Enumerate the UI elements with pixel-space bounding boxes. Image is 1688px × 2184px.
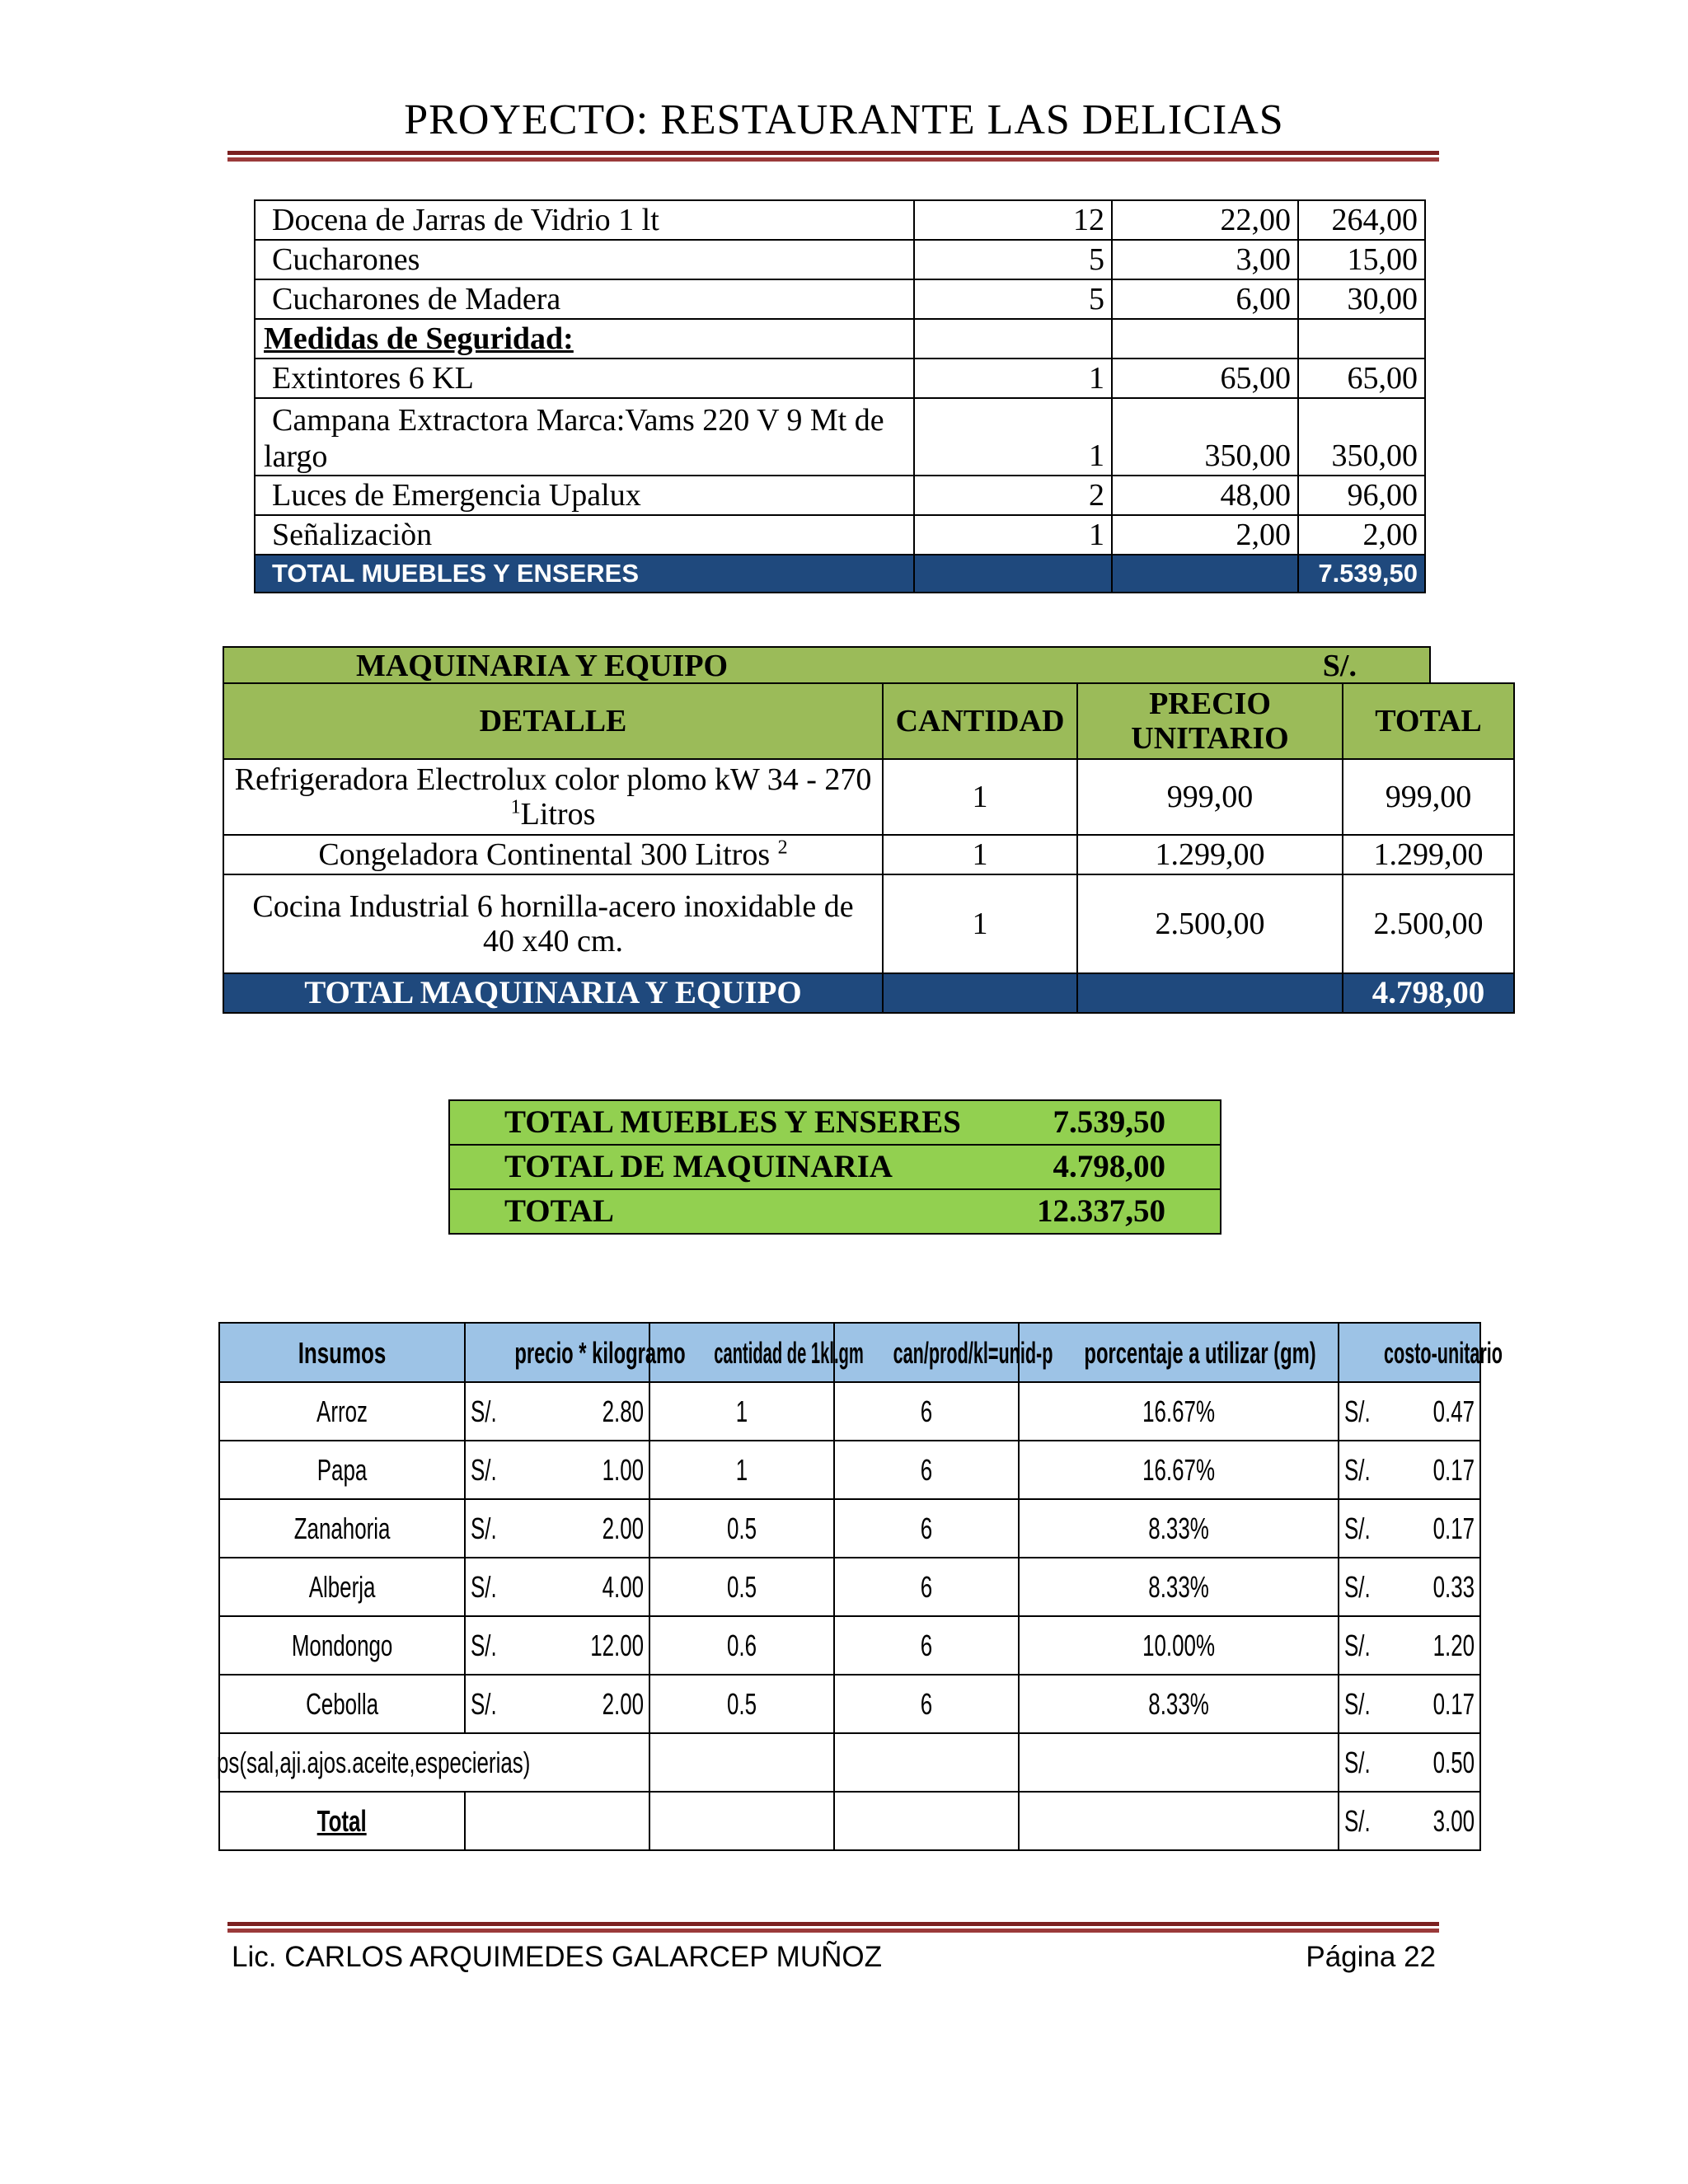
porcentaje-value: 10.00% bbox=[1142, 1629, 1215, 1662]
costo-value: 0.33 bbox=[1432, 1570, 1475, 1604]
footer-page-number: Página 22 bbox=[1306, 1941, 1436, 1973]
otros-costo: 0.50 bbox=[1432, 1746, 1475, 1779]
maquinaria-table bbox=[223, 682, 1515, 1014]
detalle-cell: Cucharones bbox=[255, 240, 914, 279]
header-cantidad: cantidad de 1kl.gm bbox=[714, 1335, 864, 1370]
cantidad-value: 0.6 bbox=[726, 1629, 757, 1662]
detalle-cell: Señalizaciòn bbox=[255, 515, 914, 555]
total-value: 4.798,00 bbox=[1343, 973, 1514, 1013]
cantidad-value: 0.5 bbox=[726, 1511, 757, 1545]
can-prod-value: 6 bbox=[920, 1394, 933, 1428]
detalle-cell: Extintores 6 KL bbox=[255, 359, 914, 398]
cantidad-cell: 1 bbox=[883, 874, 1077, 973]
total-cell: 65,00 bbox=[1298, 359, 1425, 398]
can-prod-value: 6 bbox=[920, 1511, 933, 1545]
table-row bbox=[255, 515, 1425, 555]
insumo-name: Mondongo bbox=[291, 1629, 393, 1662]
total-cell: 264,00 bbox=[1298, 200, 1425, 240]
header-can-prod: can/prod/kl=unid-p bbox=[893, 1335, 1053, 1370]
header-cantidad: CANTIDAD bbox=[883, 683, 1077, 759]
costo-value: 1.20 bbox=[1432, 1629, 1475, 1662]
porcentaje-value: 16.67% bbox=[1142, 1453, 1215, 1487]
precio-cell: 999,00 bbox=[1077, 759, 1343, 835]
currency-symbol: S/. bbox=[471, 1570, 497, 1604]
table-row bbox=[255, 279, 1425, 319]
table-row bbox=[255, 476, 1425, 515]
total-row bbox=[219, 1792, 1480, 1850]
precio-value: 1.00 bbox=[602, 1453, 644, 1487]
header-rule bbox=[227, 151, 1439, 162]
total-cell: 350,00 bbox=[1298, 398, 1425, 476]
porcentaje-value: 8.33% bbox=[1148, 1511, 1209, 1545]
total-value: 7.539,50 bbox=[1298, 555, 1425, 593]
cantidad-cell: 5 bbox=[914, 240, 1112, 279]
total-label: TOTAL MAQUINARIA Y EQUIPO bbox=[223, 973, 883, 1013]
header-precio: precio * kilogramo bbox=[514, 1335, 686, 1370]
insumo-name: Arroz bbox=[316, 1394, 368, 1428]
detalle-cell: Luces de Emergencia Upalux bbox=[255, 476, 914, 515]
cantidad-cell: 12 bbox=[914, 200, 1112, 240]
costo-value: 0.17 bbox=[1432, 1687, 1475, 1721]
header-row bbox=[219, 1323, 1480, 1382]
precio-cell: 2.500,00 bbox=[1077, 874, 1343, 973]
cantidad-cell: 1 bbox=[914, 359, 1112, 398]
porcentaje-value: 16.67% bbox=[1142, 1394, 1215, 1428]
precio-cell: 6,00 bbox=[1112, 279, 1298, 319]
currency-symbol: S/. bbox=[471, 1629, 497, 1662]
header-costo: costo-unitario bbox=[1384, 1335, 1503, 1370]
table-row bbox=[219, 1499, 1480, 1558]
insumo-name: Papa bbox=[316, 1453, 368, 1487]
currency-label: S/. bbox=[1322, 649, 1357, 683]
total-row bbox=[255, 555, 1425, 593]
resumen-value: 7.539,50 bbox=[977, 1100, 1221, 1145]
table-row bbox=[219, 1558, 1480, 1616]
cantidad-cell: 1 bbox=[914, 398, 1112, 476]
resumen-value: 12.337,50 bbox=[977, 1189, 1221, 1234]
currency-symbol: S/. bbox=[471, 1687, 497, 1721]
currency-symbol: S/. bbox=[1344, 1804, 1371, 1838]
header-porcentaje: porcentaje a utilizar (gm) bbox=[1084, 1335, 1316, 1370]
detalle-cell: Campana Extractora Marca:Vams 220 V 9 Mt de largo bbox=[255, 398, 914, 476]
cantidad-value: 1 bbox=[735, 1394, 748, 1428]
otros-label: ps(sal,aji.ajos.aceite,especierias) bbox=[217, 1746, 531, 1779]
muebles-table bbox=[254, 199, 1426, 593]
total-cell: 2,00 bbox=[1298, 515, 1425, 555]
table-row bbox=[223, 759, 1514, 835]
currency-symbol: S/. bbox=[1344, 1629, 1371, 1662]
section-row bbox=[255, 319, 1425, 359]
total-cell: 30,00 bbox=[1298, 279, 1425, 319]
porcentaje-value: 8.33% bbox=[1148, 1687, 1209, 1721]
cantidad-value: 0.5 bbox=[726, 1687, 757, 1721]
detalle-cell: Cucharones de Madera bbox=[255, 279, 914, 319]
header-row bbox=[223, 683, 1514, 759]
header-insumos: Insumos bbox=[298, 1335, 387, 1370]
cantidad-cell: 1 bbox=[914, 515, 1112, 555]
precio-cell: 2,00 bbox=[1112, 515, 1298, 555]
total-cell: 999,00 bbox=[1343, 759, 1514, 835]
cantidad-value: 1 bbox=[735, 1453, 748, 1487]
total-cell: 2.500,00 bbox=[1343, 874, 1514, 973]
precio-cell: 3,00 bbox=[1112, 240, 1298, 279]
resumen-label: TOTAL MUEBLES Y ENSERES bbox=[449, 1100, 977, 1145]
currency-symbol: S/. bbox=[1344, 1687, 1371, 1721]
precio-cell: 1.299,00 bbox=[1077, 835, 1343, 874]
can-prod-value: 6 bbox=[920, 1570, 933, 1604]
currency-symbol: S/. bbox=[471, 1511, 497, 1545]
table-row bbox=[449, 1189, 1221, 1234]
insumo-name: Cebolla bbox=[306, 1687, 378, 1721]
table-row bbox=[223, 835, 1514, 874]
resumen-table bbox=[448, 1099, 1221, 1235]
footer-rule bbox=[227, 1922, 1439, 1933]
table-row bbox=[223, 874, 1514, 973]
total-cell: 1.299,00 bbox=[1343, 835, 1514, 874]
header-total: TOTAL bbox=[1343, 683, 1514, 759]
cantidad-value: 0.5 bbox=[726, 1570, 757, 1604]
precio-value: 2.00 bbox=[602, 1511, 644, 1545]
detalle-cell: Cocina Industrial 6 hornilla-acero inoxidable de 40 x40 cm. bbox=[223, 874, 883, 973]
detalle-cell: Refrigeradora Electrolux color plomo kW 34 - 270 $^1$Litros bbox=[223, 759, 883, 835]
costo-value: 0.47 bbox=[1432, 1394, 1475, 1428]
total-cell: 96,00 bbox=[1298, 476, 1425, 515]
total-costo: 3.00 bbox=[1432, 1804, 1475, 1838]
insumo-name: Zanahoria bbox=[293, 1511, 391, 1545]
table-row bbox=[219, 1441, 1480, 1499]
currency-symbol: S/. bbox=[471, 1453, 497, 1487]
can-prod-value: 6 bbox=[920, 1453, 933, 1487]
table-row bbox=[219, 1616, 1480, 1675]
can-prod-value: 6 bbox=[920, 1687, 933, 1721]
precio-cell: 48,00 bbox=[1112, 476, 1298, 515]
precio-cell: 22,00 bbox=[1112, 200, 1298, 240]
maquinaria-title-bar bbox=[223, 646, 1431, 684]
table-row bbox=[255, 398, 1425, 476]
maquinaria-title: MAQUINARIA Y EQUIPO bbox=[356, 649, 729, 683]
table-row bbox=[255, 200, 1425, 240]
total-row bbox=[223, 973, 1514, 1013]
page-title: PROYECTO: RESTAURANTE LAS DELICIAS bbox=[404, 96, 1284, 143]
precio-value: 2.80 bbox=[602, 1394, 644, 1428]
resumen-label: TOTAL DE MAQUINARIA bbox=[449, 1145, 977, 1189]
costo-value: 0.17 bbox=[1432, 1453, 1475, 1487]
table-row bbox=[449, 1100, 1221, 1145]
cantidad-cell: 5 bbox=[914, 279, 1112, 319]
can-prod-value: 6 bbox=[920, 1629, 933, 1662]
cantidad-cell: 1 bbox=[883, 759, 1077, 835]
currency-symbol: S/. bbox=[1344, 1511, 1371, 1545]
currency-symbol: S/. bbox=[1344, 1394, 1371, 1428]
currency-symbol: S/. bbox=[1344, 1570, 1371, 1604]
currency-symbol: S/. bbox=[1344, 1453, 1371, 1487]
table-row bbox=[449, 1145, 1221, 1189]
precio-cell: 65,00 bbox=[1112, 359, 1298, 398]
footer-author: Lic. CARLOS ARQUIMEDES GALARCEP MUÑOZ bbox=[232, 1941, 882, 1973]
section-heading: Medidas de Seguridad: bbox=[255, 319, 914, 359]
detalle-cell: Docena de Jarras de Vidrio 1 lt bbox=[255, 200, 914, 240]
currency-symbol: S/. bbox=[1344, 1746, 1371, 1779]
total-label: TOTAL MUEBLES Y ENSERES bbox=[255, 555, 914, 593]
porcentaje-value: 8.33% bbox=[1148, 1570, 1209, 1604]
costo-value: 0.17 bbox=[1432, 1511, 1475, 1545]
table-row bbox=[219, 1733, 1480, 1792]
precio-value: 4.00 bbox=[602, 1570, 644, 1604]
header-precio: PRECIO UNITARIO bbox=[1077, 683, 1343, 759]
resumen-value: 4.798,00 bbox=[977, 1145, 1221, 1189]
total-cell: 15,00 bbox=[1298, 240, 1425, 279]
insumos-table bbox=[217, 1322, 1503, 1851]
detalle-cell: Congeladora Continental 300 Litros $^2$ bbox=[223, 835, 883, 874]
table-row bbox=[219, 1382, 1480, 1441]
table-row bbox=[255, 359, 1425, 398]
cantidad-cell: 1 bbox=[883, 835, 1077, 874]
table-row bbox=[255, 240, 1425, 279]
precio-cell: 350,00 bbox=[1112, 398, 1298, 476]
total-label: Total bbox=[316, 1804, 367, 1838]
table-row bbox=[219, 1675, 1480, 1733]
precio-value: 12.00 bbox=[590, 1629, 644, 1662]
currency-symbol: S/. bbox=[471, 1394, 497, 1428]
resumen-label: TOTAL bbox=[449, 1189, 977, 1234]
header-detalle: DETALLE bbox=[223, 683, 883, 759]
cantidad-cell: 2 bbox=[914, 476, 1112, 515]
precio-value: 2.00 bbox=[602, 1687, 644, 1721]
insumo-name: Alberja bbox=[308, 1570, 376, 1604]
